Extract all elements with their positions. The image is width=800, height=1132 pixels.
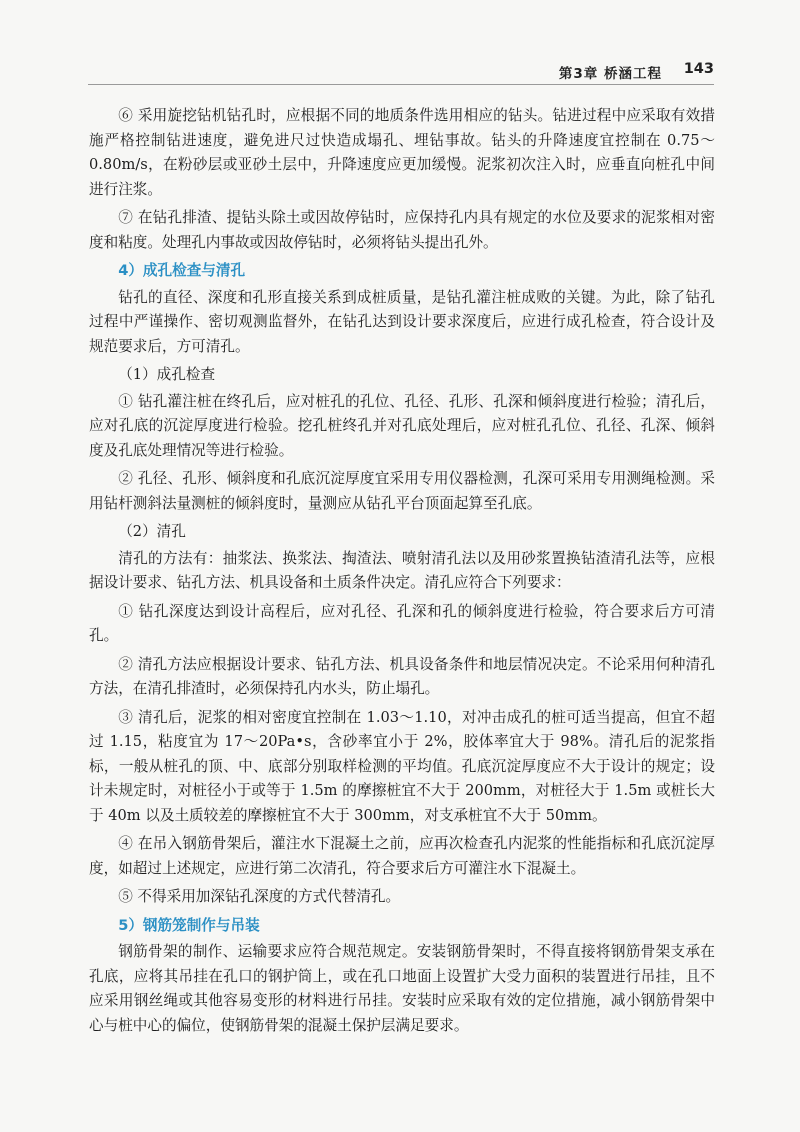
subheading-hole-cleaning: （2）清孔 xyxy=(118,523,186,540)
paragraph-cleaning-3: ③ 清孔后，泥浆的相对密度宜控制在 1.03～1.10，对冲击成孔的桩可适当提高，但宜不超过 1.15，粘度宜为 17～20Pa•s，含砂率宜小于 2%，胶体率宜大于 98%。清孔后的泥浆指标，一般从桩孔的顶、中、底部分别取样检测的平均值。孔底沉淀厚度应不大于设计的规定；设计未规定时，对桩径小于或等于 1.5m 的摩擦桩宜不大于 200mm，对桩径大于 1.5m 或桩长大于 40m 以及土质较差的摩擦桩宜不大于 300mm，对支承桩宜不大于 50mm。 xyxy=(89,708,715,824)
paragraph-intro-inspection: 钻孔的直径、深度和孔形直接关系到成桩质量，是钻孔灌注桩成败的关键。为此，除了钻孔过程中严谨操作、密切观测监督外，在钻孔达到设计要求深度后，应进行成孔检查，符合设计及规范要求后，方可清孔。 xyxy=(89,288,715,355)
subheading-hole-inspection: （1）成孔检查 xyxy=(118,366,216,383)
section-heading-5: 5）钢筋笼制作与吊装 xyxy=(118,916,260,934)
paragraph-inspection-2: ② 孔径、孔形、倾斜度和孔底沉淀厚度宜采用专用仪器检测，孔深可采用专用测绳检测。采用钻杆测斜法量测桩的倾斜度时，量测应从钻孔平台顶面起算至孔底。 xyxy=(89,470,715,512)
page-number: 143 xyxy=(683,61,714,77)
page-body xyxy=(89,104,715,1042)
paragraph-cleaning-1: ① 钻孔深度达到设计高程后，应对孔径、孔深和孔的倾斜度进行检验，符合要求后方可清孔。 xyxy=(89,602,715,644)
running-header xyxy=(88,60,714,85)
paragraph-item-6: ⑥ 采用旋挖钻机钻孔时，应根据不同的地质条件选用相应的钻头。钻进过程中应采取有效措施严格控制钻进速度，避免进尺过快造成塌孔、埋钻事故。钻头的升降速度宜控制在 0.75～0.80m/s，在粉砂层或亚砂土层中，升降速度应更加缓慢。泥浆初次注入时，应垂直向桩孔中间进行注浆。 xyxy=(89,107,715,198)
paragraph-cleaning-5: ⑤ 不得采用加深钻孔深度的方式代替清孔。 xyxy=(118,888,401,905)
paragraph-rebar-cage: 钢筋骨架的制作、运输要求应符合规范规定。安装钢筋骨架时，不得直接将钢筋骨架支承在孔底，应将其吊挂在孔口的钢护筒上，或在孔口地面上设置扩大受力面积的装置进行吊挂，且不应采用钢丝绳或其他容易变形的材料进行吊挂。安装时应采取有效的定位措施，减小钢筋骨架中心与桩中心的偏位，使钢筋骨架的混凝土保护层满足要求。 xyxy=(89,943,715,1034)
chapter-title: 第3章 桥涵工程 xyxy=(558,66,662,82)
paragraph-cleaning-2: ② 清孔方法应根据设计要求、钻孔方法、机具设备条件和地层情况决定。不论采用何种清孔方法，在清孔排渣时，必须保持孔内水头，防止塌孔。 xyxy=(89,655,715,697)
paragraph-cleaning-4: ④ 在吊入钢筋骨架后，灌注水下混凝土之前，应再次检查孔内泥浆的性能指标和孔底沉淀厚度，如超过上述规定，应进行第二次清孔，符合要求后方可灌注水下混凝土。 xyxy=(89,835,715,877)
paragraph-item-7: ⑦ 在钻孔排渣、提钻头除土或因故停钻时，应保持孔内具有规定的水位及要求的泥浆相对密度和粘度。处理孔内事故或因故停钻时，必须将钻头提出孔外。 xyxy=(89,209,715,251)
paragraph-cleaning-methods: 清孔的方法有：抽浆法、换浆法、掏渣法、喷射清孔法以及用砂浆置换钻渣清孔法等，应根据设计要求、钻孔方法、机具设备和土质条件决定。清孔应符合下列要求： xyxy=(89,549,715,591)
paragraph-inspection-1: ① 钻孔灌注桩在终孔后，应对桩孔的孔位、孔径、孔形、孔深和倾斜度进行检验；清孔后，应对孔底的沉淀厚度进行检验。挖孔桩终孔并对孔底处理后，应对桩孔孔位、孔径、孔深、倾斜度及孔底处理情况等进行检验。 xyxy=(89,392,715,459)
section-heading-4: 4）成孔检查与清孔 xyxy=(118,262,246,279)
